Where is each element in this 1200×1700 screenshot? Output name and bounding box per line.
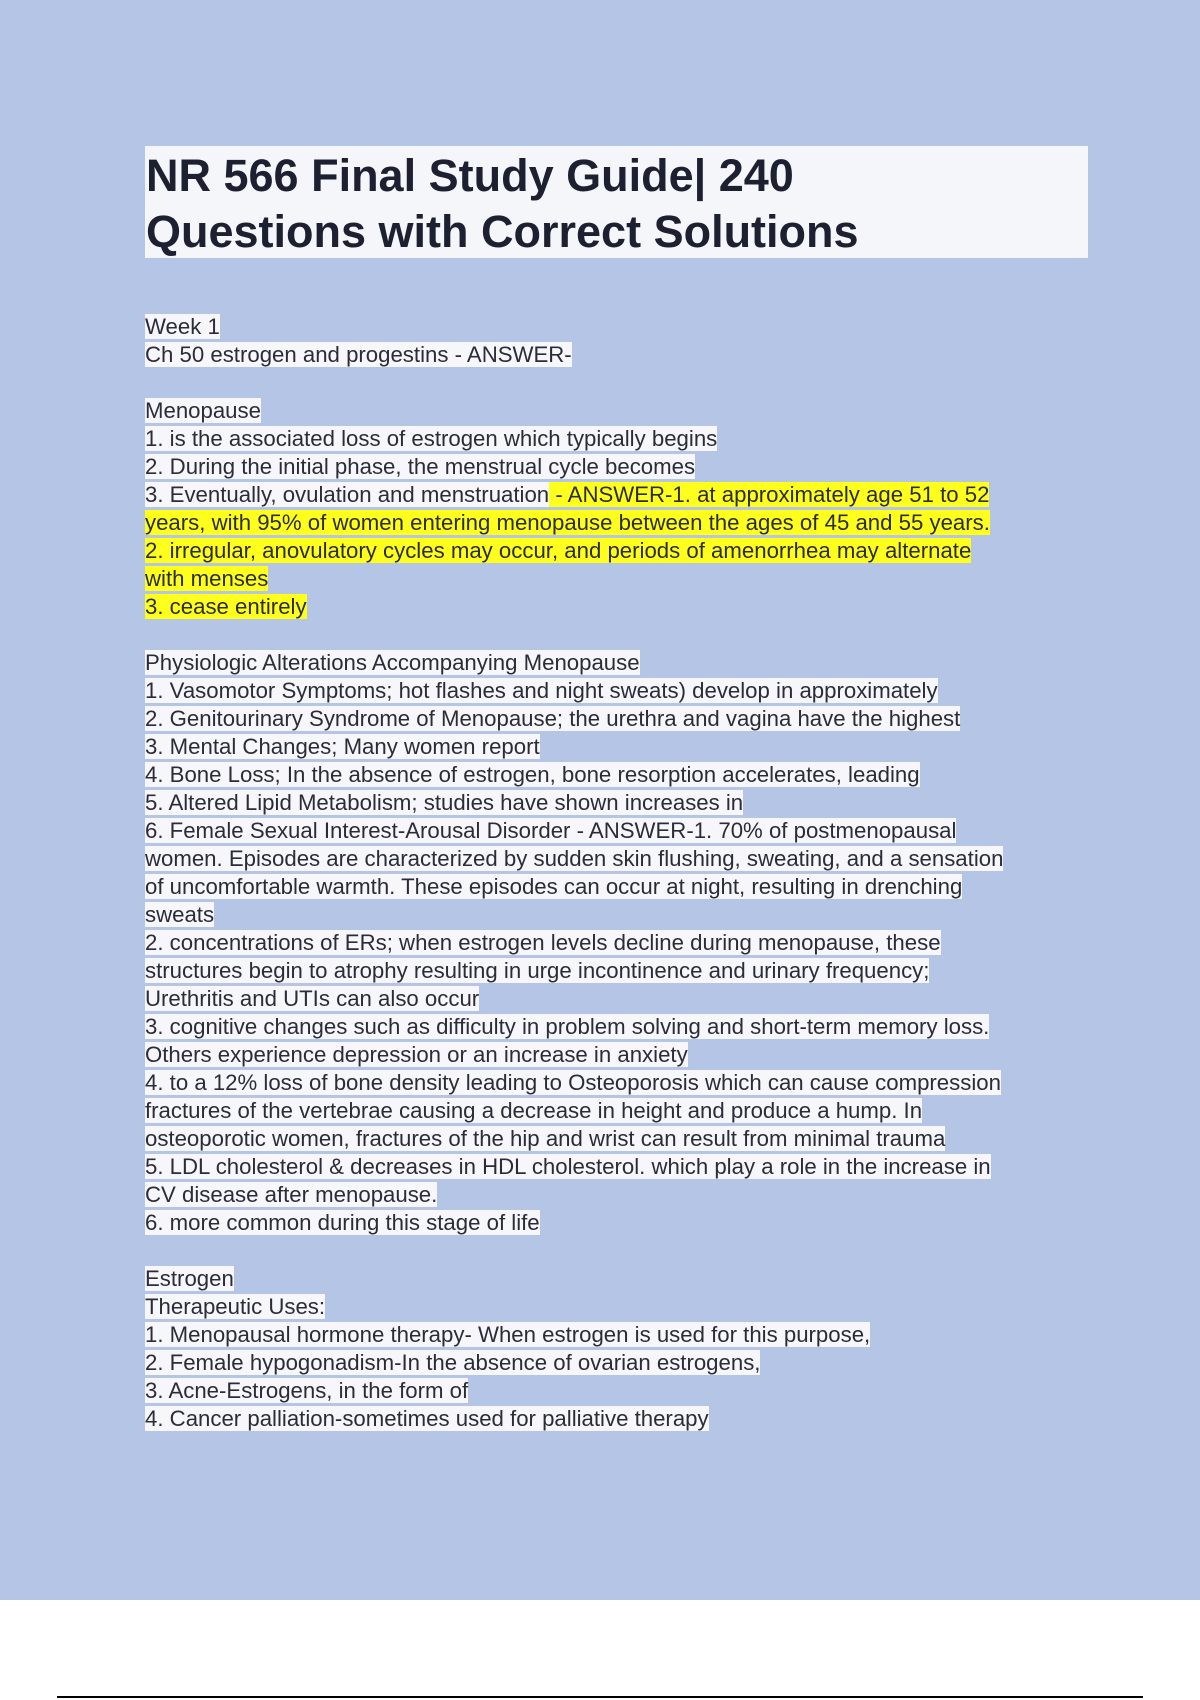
text-line: CV disease after menopause. — [145, 1182, 438, 1207]
text-line: 2. Female hypogonadism-In the absence of ovarian estrogens, — [145, 1350, 761, 1375]
text-line: osteoporotic women, fractures of the hip and wrist can result from minimal trauma — [145, 1126, 946, 1151]
menopause-heading: Menopause — [145, 398, 261, 423]
text-line: structures begin to atrophy resulting in urge incontinence and urinary frequency; — [145, 958, 930, 983]
document-title — [146, 148, 1076, 260]
answer-highlight: - ANSWER-1. at approximately age 51 to 52 — [549, 482, 990, 507]
text-line: 3. Acne-Estrogens, in the form of — [145, 1378, 469, 1403]
text-line: 3. Mental Changes; Many women report — [145, 734, 540, 759]
text-line — [145, 509, 1095, 537]
chapter-label: Ch 50 estrogen and progestins - ANSWER- — [145, 342, 572, 367]
answer-highlight: with menses — [145, 566, 269, 591]
text-line: 4. Bone Loss; In the absence of estrogen, bone resorption accelerates, leading — [145, 762, 920, 787]
menopause-block — [145, 397, 1095, 621]
text-line — [145, 397, 1095, 425]
title-line-1: NR 566 Final Study Guide| 240 — [146, 150, 794, 201]
text-line — [145, 537, 1095, 565]
menopause-line-1: 1. is the associated loss of estrogen which typically begins — [145, 426, 718, 451]
text-line: women. Episodes are characterized by sudden skin flushing, sweating, and a sensation — [145, 846, 1004, 871]
physiologic-heading: Physiologic Alterations Accompanying Menopause — [145, 650, 640, 675]
text-line: 6. more common during this stage of life — [145, 1210, 540, 1235]
menopause-line-2: 2. During the initial phase, the menstrual cycle becomes — [145, 454, 696, 479]
text-line — [145, 453, 1095, 481]
text-line: 1. Vasomotor Symptoms; hot flashes and night sweats) develop in approximately — [145, 678, 938, 703]
text-line — [145, 425, 1095, 453]
answer-highlight: years, with 95% of women entering menopause between the ages of 45 and 55 years. — [145, 510, 990, 535]
estrogen-heading: Estrogen — [145, 1266, 234, 1291]
answer-highlight: 3. cease entirely — [145, 594, 307, 619]
text-line — [145, 593, 1095, 621]
text-line — [145, 649, 1095, 677]
text-line: 4. Cancer palliation-sometimes used for palliative therapy — [145, 1406, 709, 1431]
title-line-2: Questions with Correct Solutions — [146, 206, 859, 257]
estrogen-block — [145, 1265, 1095, 1433]
intro-block — [145, 313, 1095, 369]
text-line — [145, 313, 1095, 341]
page-divider — [57, 1696, 1143, 1698]
text-line: sweats — [145, 902, 215, 927]
text-line: 1. Menopausal hormone therapy- When estrogen is used for this purpose, — [145, 1322, 871, 1347]
text-line — [145, 565, 1095, 593]
document-body — [145, 313, 1095, 1461]
text-line: fractures of the vertebrae causing a decrease in height and produce a hump. In — [145, 1098, 923, 1123]
text-line: 5. Altered Lipid Metabolism; studies have shown increases in — [145, 790, 744, 815]
text-line: Therapeutic Uses: — [145, 1294, 326, 1319]
text-line: 2. concentrations of ERs; when estrogen levels decline during menopause, these — [145, 930, 941, 955]
week-label: Week 1 — [145, 314, 220, 339]
text-line: Urethritis and UTIs can also occur — [145, 986, 480, 1011]
text-line: 4. to a 12% loss of bone density leading to Osteoporosis which can cause compression — [145, 1070, 1001, 1095]
text-line: 2. Genitourinary Syndrome of Menopause; the urethra and vagina have the highest — [145, 706, 961, 731]
text-line — [145, 341, 1095, 369]
text-line — [145, 1265, 1095, 1293]
text-line: 5. LDL cholesterol & decreases in HDL cholesterol. which play a role in the increase in — [145, 1154, 991, 1179]
text-line — [145, 481, 1095, 509]
text-line: of uncomfortable warmth. These episodes can occur at night, resulting in drenching — [145, 874, 963, 899]
physiologic-block — [145, 649, 1095, 1237]
text-line: 3. cognitive changes such as difficulty in problem solving and short-term memory loss. — [145, 1014, 990, 1039]
text-line: Others experience depression or an increase in anxiety — [145, 1042, 688, 1067]
menopause-line-3: 3. Eventually, ovulation and menstruation — [145, 482, 550, 507]
answer-highlight: 2. irregular, anovulatory cycles may occur, and periods of amenorrhea may alternate — [145, 538, 972, 563]
text-line: 6. Female Sexual Interest-Arousal Disorder - ANSWER-1. 70% of postmenopausal — [145, 818, 957, 843]
